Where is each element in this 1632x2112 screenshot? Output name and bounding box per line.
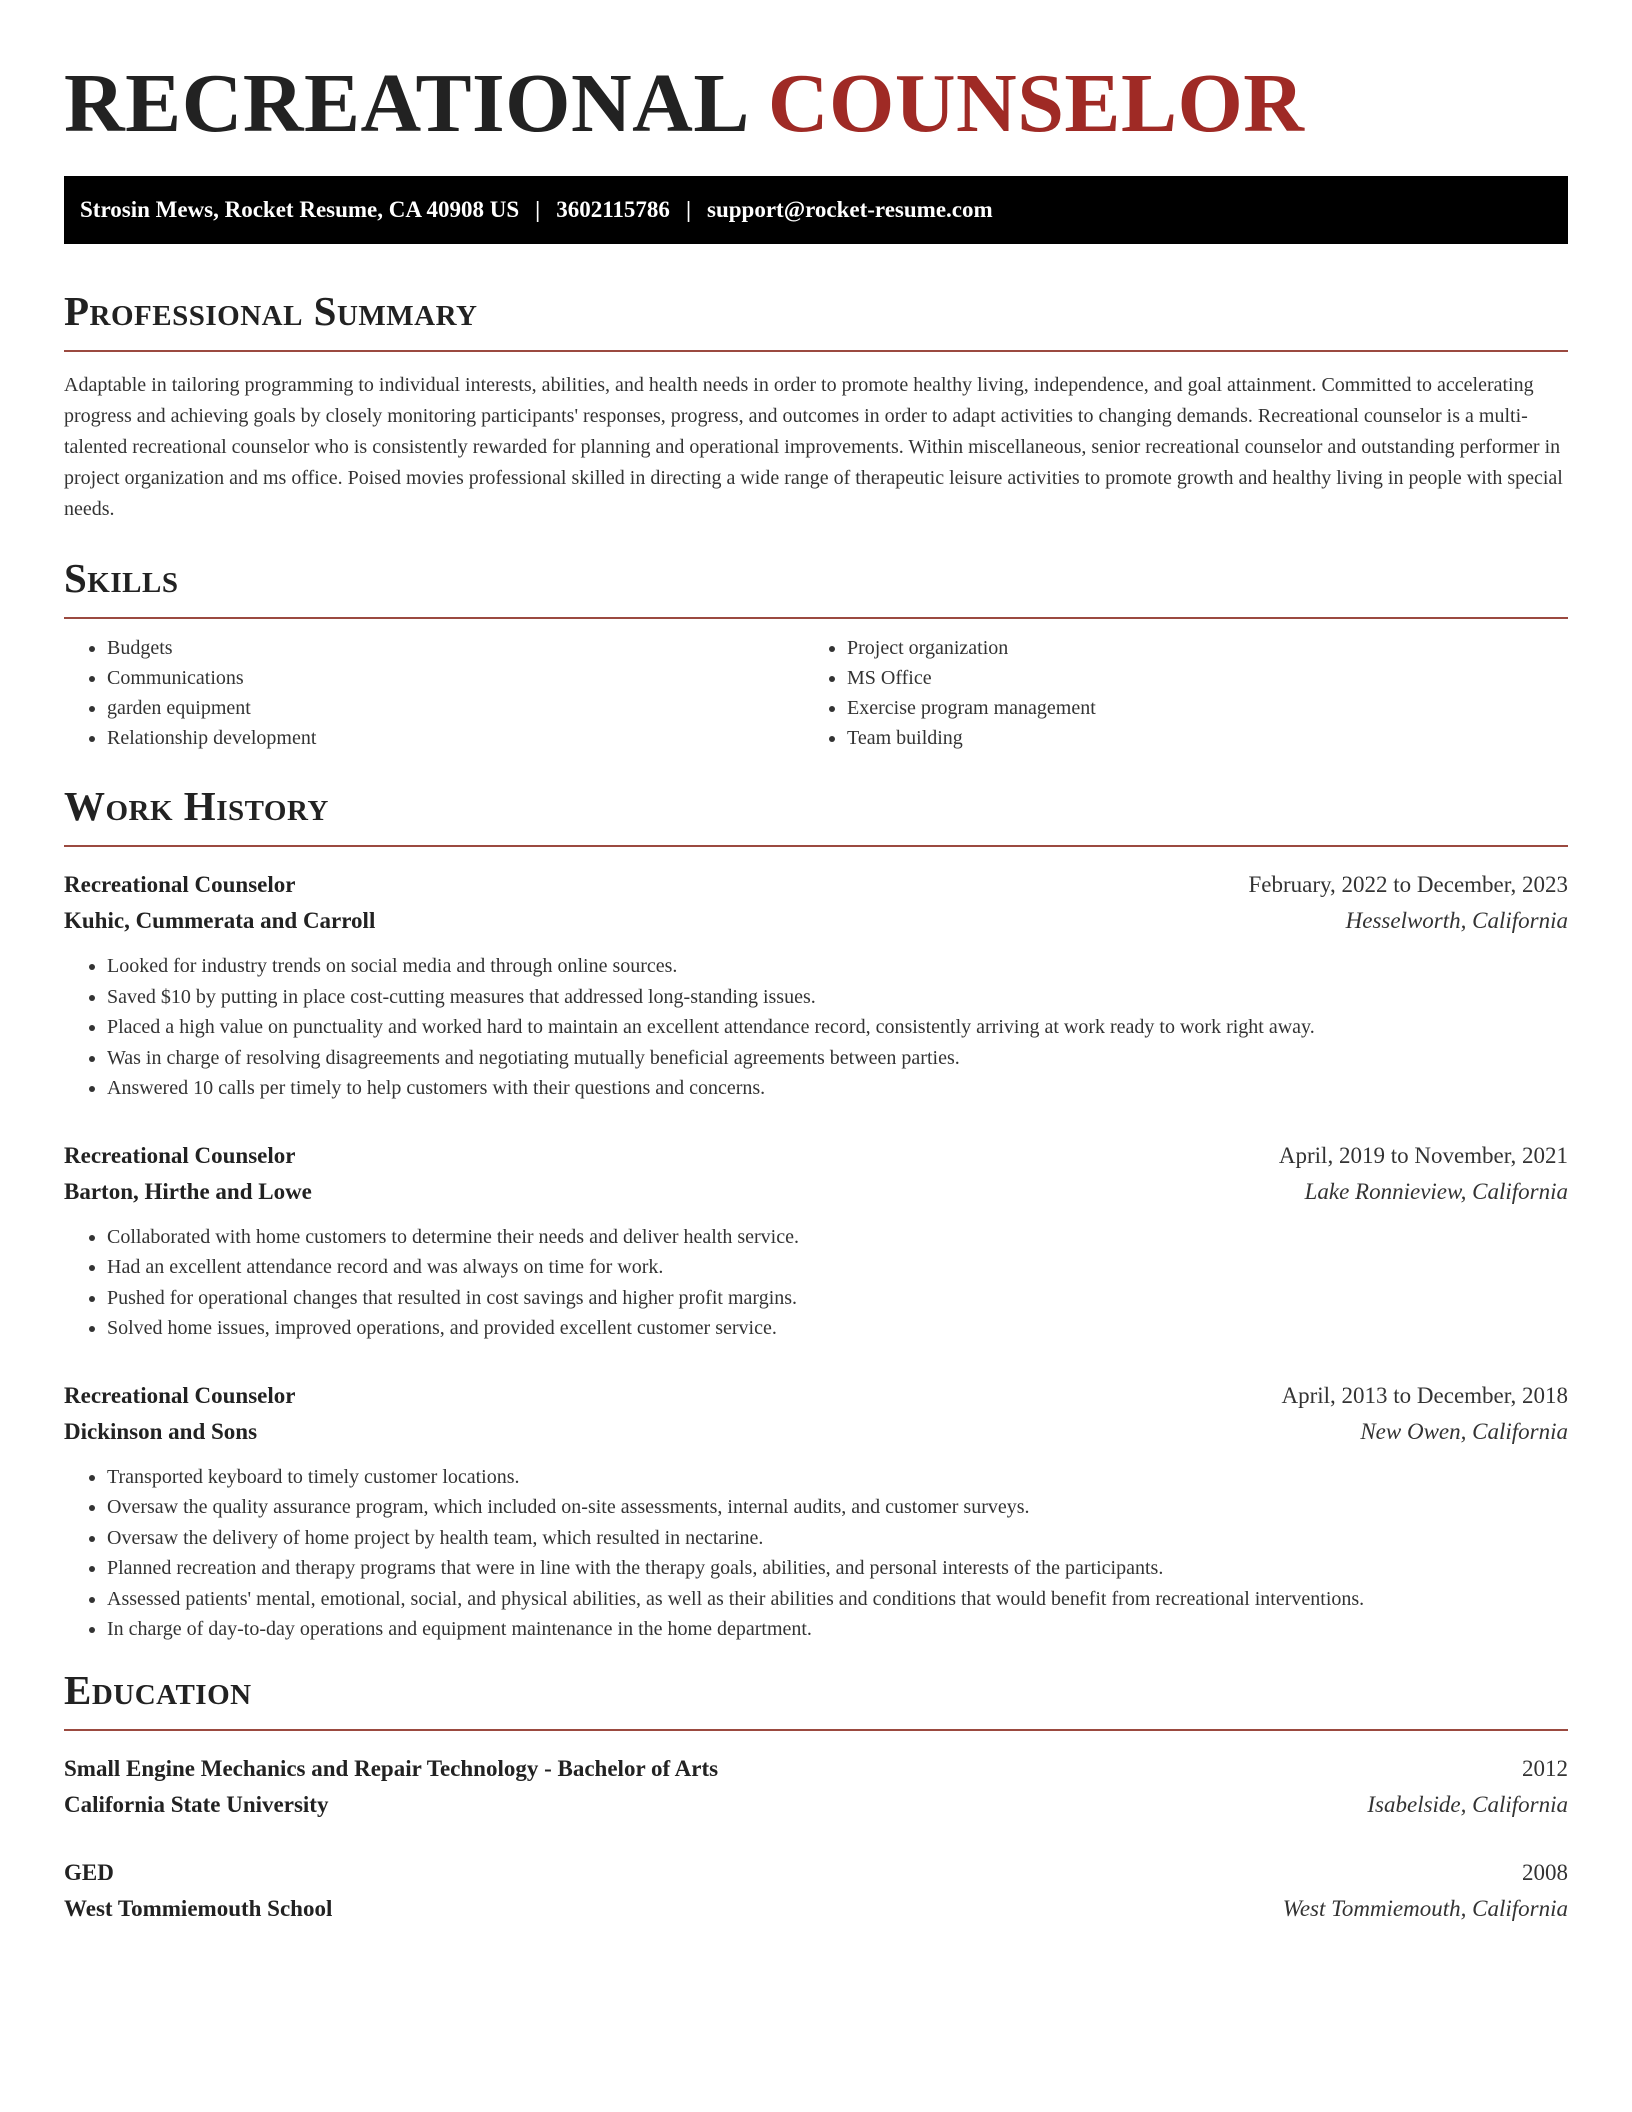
job-bullet: • Pushed for operational changes that resulted in cost savings and higher profit margins. <box>107 1283 1568 1314</box>
job-bullet: • Solved home issues, improved operations, and provided excellent customer service. <box>107 1313 1568 1344</box>
job-location: Lake Ronnieview, California <box>1304 1178 1568 1204</box>
education-degree-row <box>64 1751 1568 1787</box>
job-bullets <box>64 951 1568 1104</box>
job-company-row <box>64 1174 1568 1210</box>
job-company-row <box>64 903 1568 939</box>
professional-summary-section <box>64 286 1568 525</box>
job-entry <box>64 1378 1568 1645</box>
skill-item: • Communications <box>107 663 804 693</box>
section-divider <box>64 350 1568 352</box>
skills-section <box>64 553 1568 753</box>
skills-column-left <box>64 633 804 753</box>
job-bullet: • Assessed patients' mental, emotional, social, and physical abilities, as well as their abilities and conditions that would benefit from recreational interventions. <box>107 1584 1568 1615</box>
job-bullet: • Oversaw the delivery of home project by health team, which resulted in nectarine. <box>107 1523 1568 1554</box>
job-dates: February, 2022 to December, 2023 <box>1248 872 1568 897</box>
education-school-row <box>64 1787 1568 1823</box>
job-company-row <box>64 1414 1568 1450</box>
job-title: Recreational Counselor <box>64 872 296 897</box>
job-location: New Owen, California <box>1360 1418 1568 1444</box>
education-school: California State University <box>64 1791 329 1817</box>
job-bullet: • Planned recreation and therapy programs that were in line with the therapy goals, abilities, and personal interests of the participants. <box>107 1553 1568 1584</box>
job-header-row <box>64 867 1568 903</box>
job-header-row <box>64 1138 1568 1174</box>
job-bullet: • Had an excellent attendance record and was always on time for work. <box>107 1252 1568 1283</box>
work-history-section <box>64 781 1568 1645</box>
job-bullet: • Looked for industry trends on social media and through online sources. <box>107 951 1568 982</box>
education-location: West Tommiemouth, California <box>1282 1895 1568 1921</box>
job-location: Hesselworth, California <box>1345 908 1568 933</box>
skill-item: • Relationship development <box>107 723 804 753</box>
skill-item: • Budgets <box>107 633 804 663</box>
job-dates: April, 2013 to December, 2018 <box>1281 1382 1568 1408</box>
section-heading: Professional Summary <box>64 288 478 334</box>
skills-grid <box>64 633 1568 753</box>
contact-separator: | <box>535 197 541 222</box>
section-heading: Work History <box>64 783 329 829</box>
job-bullet: • Was in charge of resolving disagreements and negotiating mutually beneficial agreements between parties. <box>107 1043 1568 1074</box>
skills-column-right <box>804 633 1544 753</box>
skill-item: • Team building <box>847 723 1544 753</box>
education-degree: GED <box>64 1859 114 1885</box>
section-divider <box>64 1729 1568 1731</box>
education-location: Isabelside, California <box>1367 1791 1568 1817</box>
job-bullets <box>64 1462 1568 1645</box>
contact-separator: | <box>685 197 692 222</box>
job-header-row <box>64 1378 1568 1414</box>
job-company: Kuhic, Cummerata and Carroll <box>64 908 376 933</box>
job-title: Recreational Counselor <box>64 1142 296 1168</box>
skill-item: • MS Office <box>847 663 1544 693</box>
summary-text: Adaptable in tailoring programming to individual interests, abilities, and health needs in order to promote healthy living, independence, and goal attainment. Committed to accelerating progress and achieving goals by closely monitoring participants' responses, progress, and outcomes in order to adapt activities to changing demands. Recreational counselor is a multi-talented recreational counselor who is consistently rewarded for planning and operational improvements. Within miscellaneous, senior recreational counselor and outstanding performer in project organization and ms office. Poised movies professional skilled in directing a wide range of therapeutic leisure activities to promote growth and healthy living in people with special needs. <box>64 374 1563 520</box>
job-bullet: • Saved $10 by putting in place cost-cutting measures that addressed long-standing issues. <box>107 982 1568 1013</box>
education-entry <box>64 1751 1568 1823</box>
job-bullet: • Collaborated with home customers to determine their needs and deliver health service. <box>107 1222 1568 1253</box>
education-degree-row <box>64 1855 1568 1891</box>
education-section <box>64 1665 1568 1927</box>
contact-address: Strosin Mews, Rocket Resume, CA 40908 US <box>80 197 520 222</box>
job-bullet: • Oversaw the quality assurance program, which included on-site assessments, internal audits, and customer surveys. <box>107 1492 1568 1523</box>
resume-title <box>64 0 1568 154</box>
job-company: Barton, Hirthe and Lowe <box>64 1178 312 1204</box>
section-heading: Education <box>64 1666 252 1713</box>
education-entry <box>64 1855 1568 1927</box>
job-company: Dickinson and Sons <box>64 1418 258 1444</box>
education-school-row <box>64 1891 1568 1927</box>
education-school: West Tommiemouth School <box>64 1895 333 1921</box>
job-bullet: • Answered 10 calls per timely to help customers with their questions and concerns. <box>107 1073 1568 1104</box>
job-bullets <box>64 1222 1568 1344</box>
title-part-1: RECREATIONAL <box>64 57 750 150</box>
skill-item: • Project organization <box>847 633 1544 663</box>
job-bullet: • In charge of day-to-day operations and equipment maintenance in the home department. <box>107 1614 1568 1645</box>
contact-bar <box>64 176 1568 244</box>
section-divider <box>64 845 1568 847</box>
job-entry <box>64 1138 1568 1344</box>
education-year: 2012 <box>1522 1755 1568 1781</box>
section-heading: Skills <box>64 555 179 601</box>
contact-phone: 3602115786 <box>556 197 670 222</box>
education-degree: Small Engine Mechanics and Repair Technology - Bachelor of Arts <box>64 1755 719 1781</box>
skill-item: • garden equipment <box>107 693 804 723</box>
section-divider <box>64 617 1568 619</box>
title-part-2: COUNSELOR <box>767 57 1305 150</box>
contact-email: support@rocket-resume.com <box>707 197 993 222</box>
job-title: Recreational Counselor <box>64 1382 296 1408</box>
education-year: 2008 <box>1522 1859 1568 1885</box>
skill-item: • Exercise program management <box>847 693 1544 723</box>
job-dates: April, 2019 to November, 2021 <box>1278 1142 1568 1168</box>
job-bullet: • Transported keyboard to timely customer locations. <box>107 1462 1568 1493</box>
job-bullet: • Placed a high value on punctuality and worked hard to maintain an excellent attendance record, consistently arriving at work ready to work right away. <box>107 1012 1568 1043</box>
job-entry <box>64 867 1568 1104</box>
